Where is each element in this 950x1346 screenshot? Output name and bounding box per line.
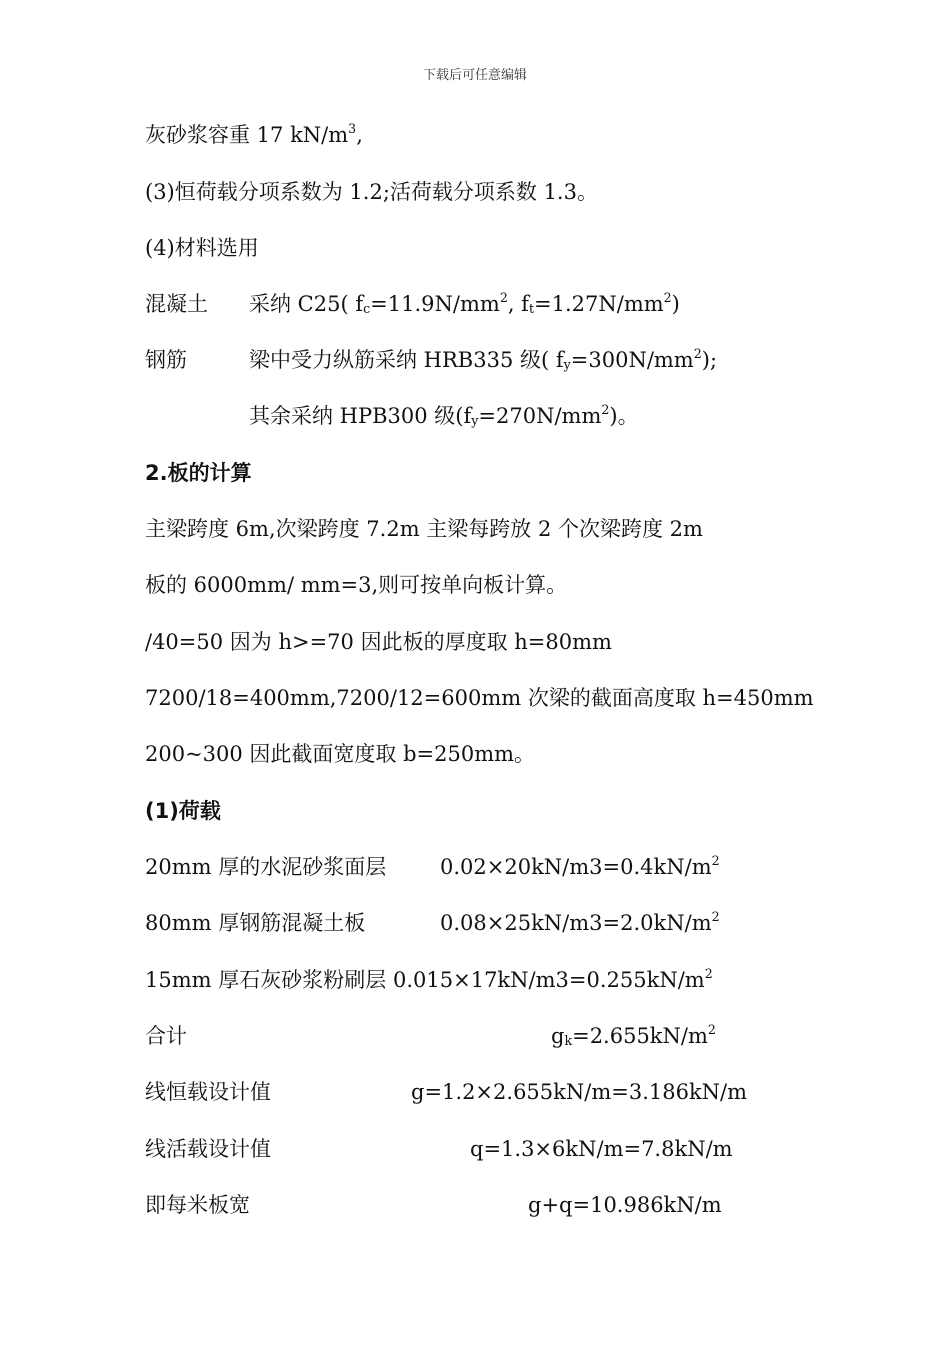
load-label: 80mm 厚钢筋混凝土板 <box>145 911 366 935</box>
text-line-mortar-weight: 灰砂浆容重 17 $kN/m^3$, <box>145 121 363 147</box>
text-line-load-factors: (3)恒荷载分项系数为 1.2;活荷载分项系数 1.3。 <box>145 180 598 204</box>
load-row <box>145 965 713 995</box>
concrete-spec: 采纳 C25( $f_c=11.9N/mm^2$, $f_t=1.27N/mm^2$) <box>249 290 680 316</box>
rebar-label: 钢筋 <box>145 348 187 372</box>
total-row <box>145 1021 716 1051</box>
text-line-other-rebar: 其余采纳 HPB300 级$(f_y=270N/mm^2)$。 <box>249 402 639 428</box>
load-value: $0.08\times 25kN/m3=2.0kN/m^2$ <box>440 909 720 935</box>
load-label: 20mm 厚的水泥砂浆面层 <box>145 855 387 879</box>
load-value: $0.02\times 20kN/m3=0.4kN/m^2$ <box>440 853 720 879</box>
text-line-spans: 主梁跨度 6m,次梁跨度 7.2m 主梁每跨放 2 个次梁跨度 2m <box>145 517 703 541</box>
total-design-load-value: g+q=10.986kN/m <box>528 1193 722 1217</box>
section-heading-slab: 2.板的计算 <box>145 461 252 485</box>
text-line-ratio: 板的 6000mm/ mm=3,则可按单向板计算。 <box>145 573 568 597</box>
live-load-value: q=1.3×6kN/m=7.8kN/m <box>470 1137 733 1161</box>
text-line-materials-heading: (4)材料选用 <box>145 236 259 260</box>
dead-load-value: g=1.2×2.655kN/m=3.186kN/m <box>411 1080 748 1104</box>
live-load-row <box>145 1134 733 1164</box>
text-line-rebar <box>145 345 718 375</box>
load-row <box>145 908 720 938</box>
dead-load-row <box>145 1077 748 1107</box>
section-heading-loads: (1)荷载 <box>145 799 221 823</box>
total-value: $g_k=2.655kN/m^2$ <box>551 1022 716 1048</box>
text-line-concrete <box>145 289 680 319</box>
page-header: 下载后可任意编辑 <box>422 68 527 83</box>
load-row <box>145 852 720 882</box>
text-line-beam-width: 200~300 因此截面宽度取 b=250mm。 <box>145 742 536 766</box>
load-label: 15mm 厚石灰砂浆粉刷层 <box>145 968 387 992</box>
dead-load-label: 线恒载设计值 <box>145 1080 271 1104</box>
total-label: 合计 <box>145 1024 187 1048</box>
text-line-thickness: /40=50 因为 h>=70 因此板的厚度取 h=80mm <box>145 630 612 654</box>
concrete-label: 混凝土 <box>145 292 208 316</box>
rebar-spec: 梁中受力纵筋采纳 HRB335 级( $f_y=300N/mm^2$); <box>249 346 718 372</box>
total-design-load-label: 即每米板宽 <box>145 1193 250 1217</box>
load-value: $0.015\times 17kN/m3=0.255kN/m^2$ <box>393 966 713 992</box>
total-design-load-row <box>145 1190 722 1220</box>
live-load-label: 线活载设计值 <box>145 1137 271 1161</box>
text-line-beam-height: 7200/18=400mm,7200/12=600mm 次梁的截面高度取 h=450mm <box>145 686 814 710</box>
